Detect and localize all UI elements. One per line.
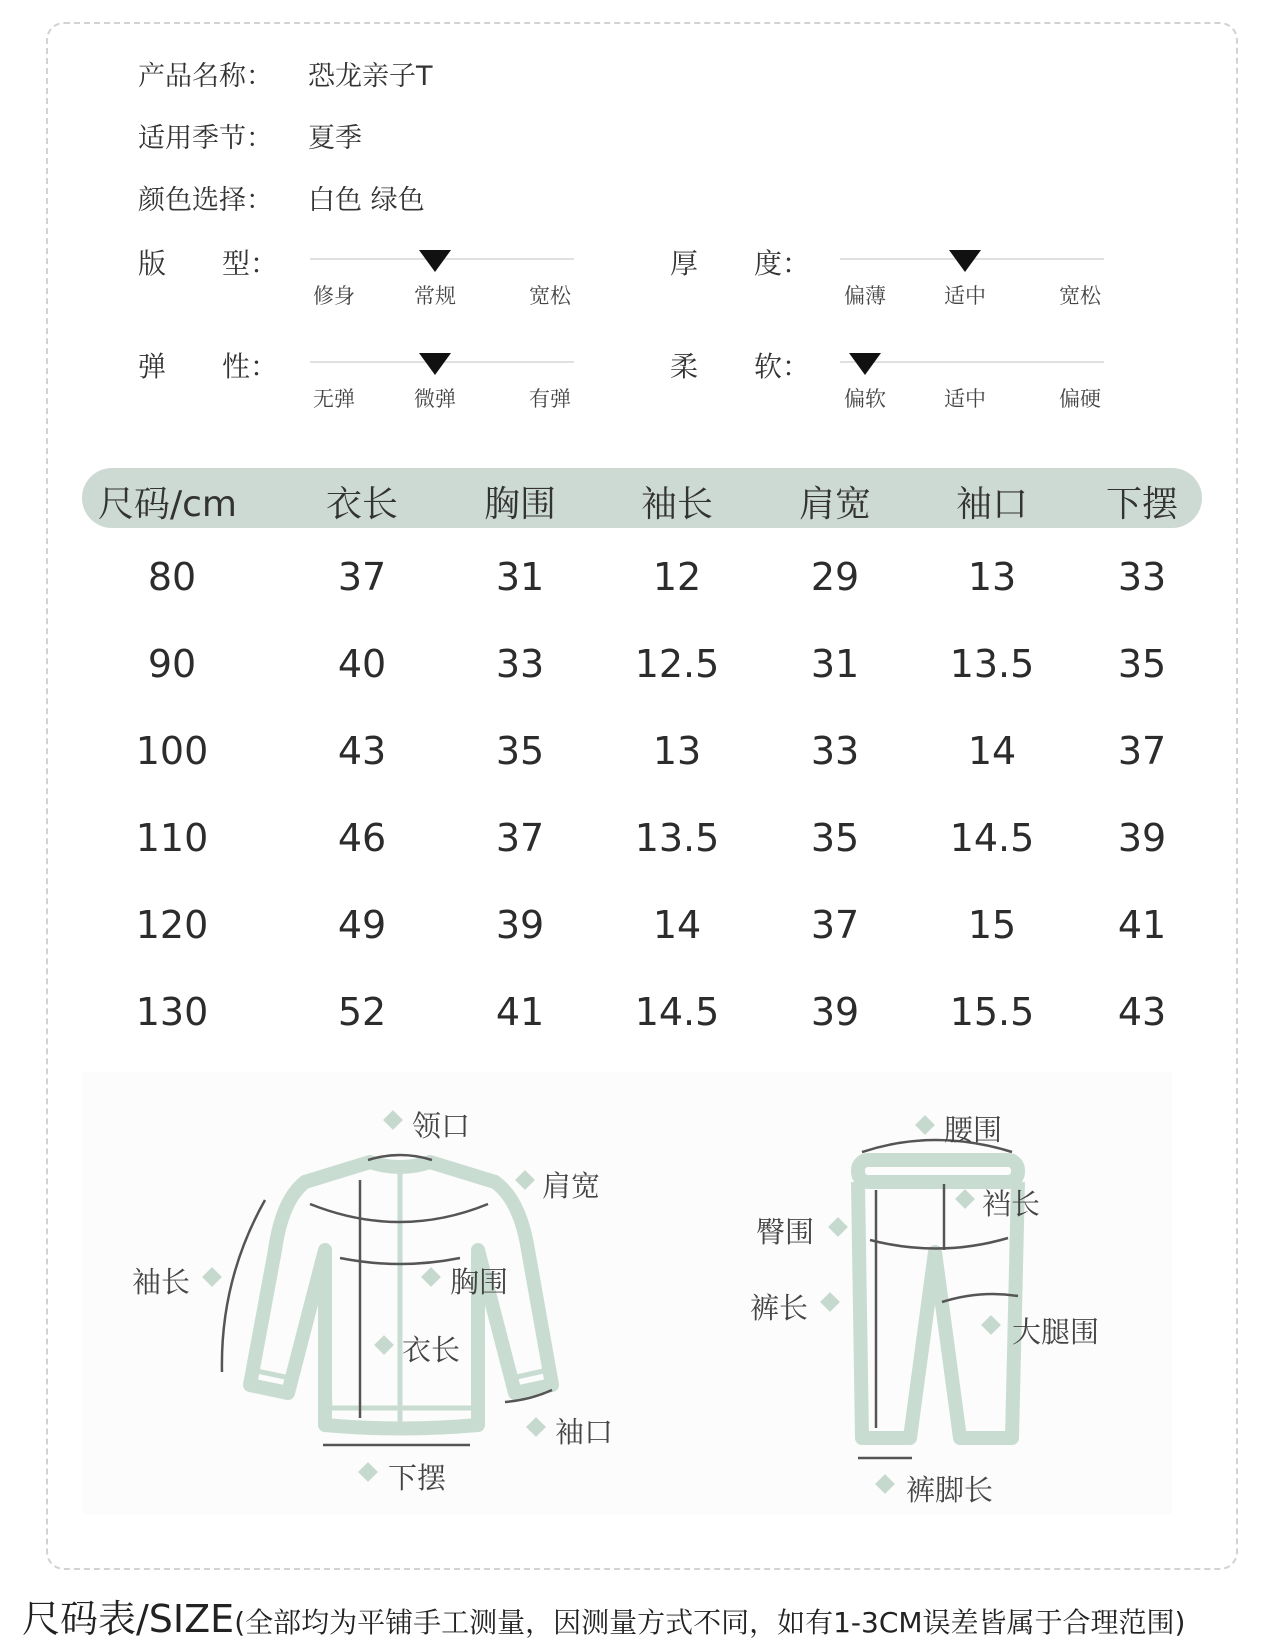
label-thigh: 大腿围: [1012, 1315, 1100, 1349]
table-header-shoulder: 肩宽: [798, 484, 871, 525]
scale-option: 偏硬: [1059, 387, 1101, 411]
footer-note: (全部均为平铺手工测量，因测量方式不同，如有1-3CM误差皆属于合理范围): [234, 1606, 1186, 1639]
label-cuff: 袖口: [555, 1415, 614, 1449]
scale-option: 无弹: [313, 387, 355, 411]
table-cell: 37: [810, 903, 860, 947]
scale-label-softness: 柔 软：: [670, 350, 811, 383]
table-cell: 13.5: [634, 816, 720, 860]
footer-caption: [22, 1588, 1185, 1643]
table-cell: 13: [652, 729, 702, 773]
label-rise: 裆长: [982, 1187, 1041, 1221]
info-label: 颜色选择：: [138, 185, 273, 216]
table-cell: 33: [495, 642, 545, 686]
label-neckline: 领口: [412, 1109, 471, 1143]
table-cell: 37: [337, 555, 387, 599]
table-cell: 35: [1117, 642, 1167, 686]
label-sleeve-length: 袖长: [132, 1265, 191, 1299]
label-waist: 腰围: [944, 1113, 1003, 1147]
table-header-size: 尺码/cm: [98, 484, 237, 525]
table-cell: 41: [495, 990, 545, 1034]
table-cell: 110: [135, 816, 209, 860]
scale-option: 宽松: [1059, 284, 1101, 308]
table-cell: 100: [135, 729, 209, 773]
table-cell: 12.5: [634, 642, 720, 686]
table-cell: 14.5: [634, 990, 720, 1034]
table-cell: 80: [147, 555, 197, 599]
scale-option: 偏软: [844, 387, 886, 411]
table-cell: 39: [1117, 816, 1167, 860]
info-value: 白色 绿色: [308, 185, 425, 216]
table-cell: 39: [810, 990, 860, 1034]
label-pants-length: 裤长: [750, 1291, 809, 1325]
scale-option: 微弹: [414, 387, 456, 411]
info-value: 夏季: [308, 123, 362, 154]
table-cell: 49: [337, 903, 387, 947]
label-shoulder: 肩宽: [542, 1169, 601, 1203]
table-cell: 29: [810, 555, 860, 599]
table-cell: 43: [337, 729, 387, 773]
table-header-length: 衣长: [325, 484, 398, 525]
table-cell: 33: [1117, 555, 1167, 599]
label-hem: 下摆: [388, 1461, 447, 1495]
table-cell: 14: [967, 729, 1017, 773]
table-cell: 46: [337, 816, 387, 860]
table-cell: 35: [495, 729, 545, 773]
table-cell: 35: [810, 816, 860, 860]
scale-option: 偏薄: [844, 284, 886, 308]
table-header-sleeve: 袖长: [640, 484, 713, 525]
table-cell: 12: [652, 555, 702, 599]
scale-option: 适中: [944, 387, 986, 411]
table-header-cuff: 袖口: [955, 484, 1028, 525]
table-cell: 14.5: [949, 816, 1035, 860]
table-cell: 13: [967, 555, 1017, 599]
table-cell: 31: [810, 642, 860, 686]
table-cell: 41: [1117, 903, 1167, 947]
label-leg-opening: 裤脚长: [906, 1473, 994, 1507]
table-cell: 37: [495, 816, 545, 860]
scale-label-thickness: 厚 度：: [670, 247, 811, 280]
scale-label-elasticity: 弹 性：: [138, 350, 279, 383]
table-cell: 15.5: [949, 990, 1035, 1034]
info-label: 产品名称：: [138, 61, 273, 92]
scale-label-fit: 版 型：: [138, 247, 279, 280]
scale-option: 适中: [944, 284, 986, 308]
table-cell: 31: [495, 555, 545, 599]
table-cell: 120: [135, 903, 209, 947]
table-header-chest: 胸围: [483, 484, 556, 525]
info-label: 适用季节：: [138, 123, 273, 154]
label-chest: 胸围: [450, 1265, 509, 1299]
label-body-length: 衣长: [402, 1333, 461, 1367]
label-hip: 臀围: [756, 1215, 815, 1249]
footer-title: 尺码表/SIZE: [22, 1597, 235, 1641]
table-cell: 33: [810, 729, 860, 773]
table-header-hem: 下摆: [1105, 484, 1178, 525]
scale-option: 宽松: [529, 284, 571, 308]
table-cell: 39: [495, 903, 545, 947]
table-cell: 14: [652, 903, 702, 947]
table-cell: 130: [135, 990, 209, 1034]
table-cell: 90: [147, 642, 197, 686]
table-cell: 37: [1117, 729, 1167, 773]
table-cell: 40: [337, 642, 387, 686]
table-cell: 43: [1117, 990, 1167, 1034]
scale-option: 修身: [313, 284, 355, 308]
table-cell: 15: [967, 903, 1017, 947]
scale-option: 有弹: [529, 387, 571, 411]
scale-option: 常规: [414, 284, 456, 308]
table-cell: 52: [337, 990, 387, 1034]
info-value: 恐龙亲子T: [308, 61, 433, 92]
table-cell: 13.5: [949, 642, 1035, 686]
